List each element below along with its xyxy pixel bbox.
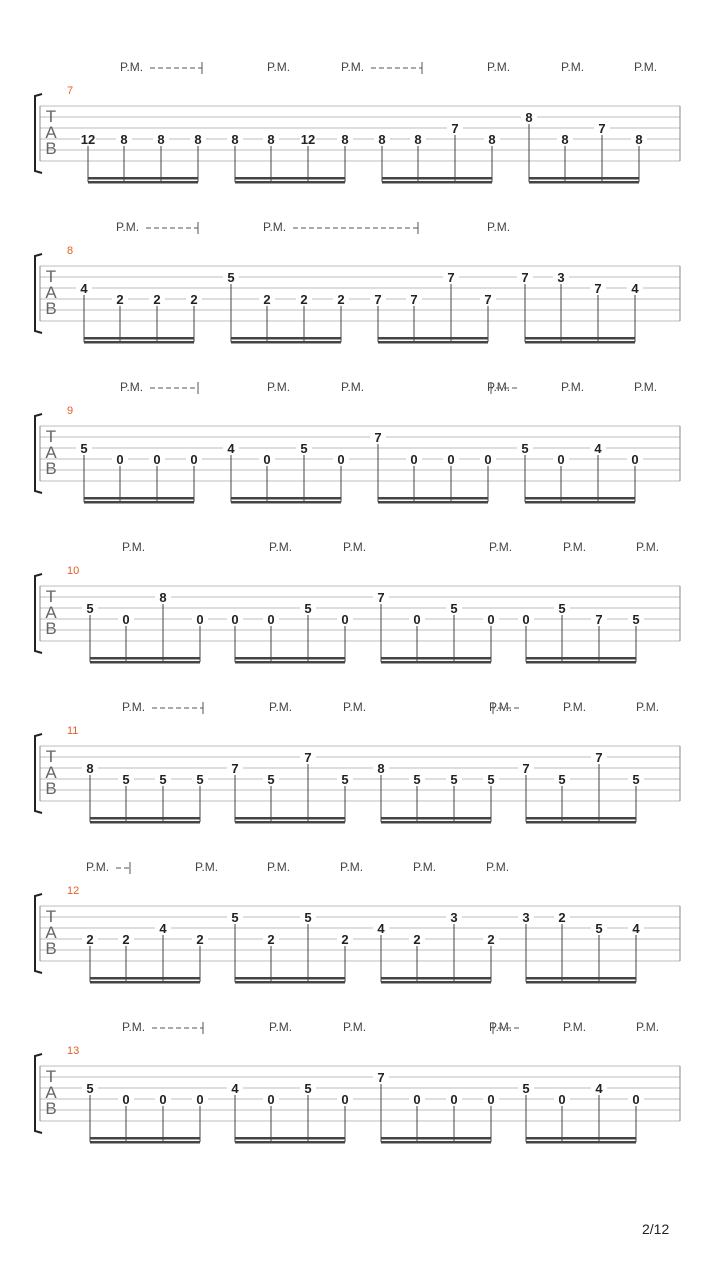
fret-number: 2 — [487, 932, 495, 947]
fret-number: 5 — [521, 441, 529, 456]
fret-number: 7 — [410, 292, 418, 307]
tab-system — [35, 540, 680, 664]
tab-system — [35, 220, 680, 344]
beam — [526, 821, 636, 824]
fret-number: 5 — [267, 772, 275, 787]
palm-mute-label: P.M. — [195, 860, 219, 874]
fret-number: 5 — [595, 921, 603, 936]
beam — [378, 337, 488, 340]
beam — [231, 501, 341, 504]
fret-number: 0 — [341, 1092, 349, 1107]
beam — [231, 497, 341, 500]
fret-number: 0 — [231, 612, 239, 627]
tab-clef-letter: A — [45, 603, 57, 622]
beam — [235, 1141, 345, 1144]
beam — [526, 981, 636, 984]
beam — [90, 977, 200, 980]
fret-number: 0 — [632, 1092, 640, 1107]
fret-number: 7 — [595, 612, 603, 627]
palm-mute-label: P.M. — [267, 60, 291, 74]
fret-number: 7 — [595, 750, 603, 765]
palm-mute-label: P.M. — [487, 380, 511, 394]
palm-mute-label: P.M. — [267, 860, 291, 874]
fret-number: 5 — [304, 1081, 312, 1096]
fret-number: 7 — [374, 292, 382, 307]
fret-number: 8 — [378, 132, 386, 147]
beam — [529, 177, 639, 180]
beam — [381, 657, 491, 660]
palm-mute-label: P.M. — [563, 700, 587, 714]
fret-number: 2 — [190, 292, 198, 307]
beam — [90, 657, 200, 660]
fret-number: 3 — [522, 910, 530, 925]
beam — [235, 657, 345, 660]
measure-number: 10 — [67, 565, 80, 577]
fret-number: 0 — [153, 452, 161, 467]
fret-number: 8 — [377, 761, 385, 776]
beam — [84, 497, 194, 500]
fret-number: 0 — [450, 1092, 458, 1107]
fret-number: 8 — [86, 761, 94, 776]
tab-system — [35, 860, 680, 984]
tab-system — [35, 60, 680, 184]
fret-number: 5 — [80, 441, 88, 456]
palm-mute-label: P.M. — [636, 540, 660, 554]
fret-number: 4 — [377, 921, 385, 936]
fret-number: 5 — [300, 441, 308, 456]
palm-mute-label: P.M. — [341, 60, 365, 74]
fret-number: 5 — [304, 601, 312, 616]
palm-mute-label: P.M. — [634, 380, 658, 394]
beam — [84, 337, 194, 340]
page-number: 2/12 — [642, 1221, 670, 1237]
palm-mute-label: P.M. — [269, 700, 293, 714]
fret-number: 0 — [558, 1092, 566, 1107]
fret-number: 0 — [267, 1092, 275, 1107]
tab-clef-letter: T — [45, 107, 57, 126]
palm-mute-label: P.M. — [122, 700, 146, 714]
tab-clef-letter: B — [45, 139, 57, 158]
beam — [235, 181, 345, 184]
beam — [90, 821, 200, 824]
fret-number: 5 — [159, 772, 167, 787]
beam — [526, 817, 636, 820]
palm-mute-label: P.M. — [561, 380, 585, 394]
palm-mute-label: P.M. — [413, 860, 437, 874]
tab-clef-letter: A — [45, 123, 57, 142]
beam — [526, 661, 636, 664]
fret-number: 0 — [122, 612, 130, 627]
palm-mute-label: P.M. — [634, 60, 658, 74]
beam — [525, 337, 635, 340]
fret-number: 5 — [632, 772, 640, 787]
fret-number: 4 — [595, 1081, 603, 1096]
beam — [88, 177, 198, 180]
palm-mute-label: P.M. — [120, 380, 144, 394]
fret-number: 0 — [196, 1092, 204, 1107]
fret-number: 5 — [558, 772, 566, 787]
beam — [381, 1137, 491, 1140]
fret-number: 7 — [447, 270, 455, 285]
beam — [381, 977, 491, 980]
tab-clef-letter: B — [45, 299, 57, 318]
measure-number: 13 — [67, 1045, 80, 1057]
tab-system — [35, 700, 680, 824]
fret-number: 2 — [300, 292, 308, 307]
palm-mute-label: P.M. — [343, 1020, 367, 1034]
fret-number: 5 — [558, 601, 566, 616]
fret-number: 5 — [196, 772, 204, 787]
tab-system — [35, 380, 680, 504]
measure-number: 9 — [67, 405, 74, 417]
beam — [235, 661, 345, 664]
fret-number: 8 — [194, 132, 202, 147]
fret-number: 2 — [337, 292, 345, 307]
tab-clef-letter: A — [45, 763, 57, 782]
beam — [90, 1137, 200, 1140]
fret-number: 5 — [227, 270, 235, 285]
fret-number: 7 — [484, 292, 492, 307]
fret-number: 2 — [263, 292, 271, 307]
fret-number: 7 — [377, 590, 385, 605]
beam — [381, 821, 491, 824]
fret-number: 7 — [521, 270, 529, 285]
fret-number: 0 — [190, 452, 198, 467]
tab-clef-letter: B — [45, 779, 57, 798]
fret-number: 0 — [410, 452, 418, 467]
fret-number: 2 — [116, 292, 124, 307]
beam — [526, 977, 636, 980]
beam — [381, 817, 491, 820]
fret-number: 12 — [300, 132, 316, 147]
tab-clef-letter: A — [45, 283, 57, 302]
palm-mute-label: P.M. — [486, 860, 510, 874]
fret-number: 2 — [153, 292, 161, 307]
fret-number: 7 — [374, 430, 382, 445]
fret-number: 4 — [159, 921, 167, 936]
tab-clef-letter: A — [45, 923, 57, 942]
beam — [526, 657, 636, 660]
beam — [526, 1141, 636, 1144]
fret-number: 8 — [120, 132, 128, 147]
fret-number: 0 — [631, 452, 639, 467]
fret-number: 12 — [80, 132, 96, 147]
fret-number: 8 — [525, 110, 533, 125]
fret-number: 0 — [447, 452, 455, 467]
tab-clef-letter: B — [45, 939, 57, 958]
beam — [84, 341, 194, 344]
tab-clef-letter: T — [45, 427, 57, 446]
tab-clef-letter: B — [45, 459, 57, 478]
fret-number: 0 — [159, 1092, 167, 1107]
fret-number: 0 — [522, 612, 530, 627]
beam — [378, 341, 488, 344]
palm-mute-label: P.M. — [263, 220, 287, 234]
tab-clef-letter: A — [45, 1083, 57, 1102]
beam — [525, 341, 635, 344]
palm-mute-label: P.M. — [122, 1020, 146, 1034]
fret-number: 5 — [122, 772, 130, 787]
fret-number: 0 — [341, 612, 349, 627]
beam — [231, 337, 341, 340]
palm-mute-label: P.M. — [489, 700, 513, 714]
beam — [529, 181, 639, 184]
palm-mute-label: P.M. — [343, 540, 367, 554]
fret-number: 8 — [635, 132, 643, 147]
tab-clef-letter: T — [45, 747, 57, 766]
beam — [231, 341, 341, 344]
fret-number: 5 — [304, 910, 312, 925]
fret-number: 7 — [598, 121, 606, 136]
beam — [90, 817, 200, 820]
fret-number: 2 — [122, 932, 130, 947]
fret-number: 4 — [594, 441, 602, 456]
palm-mute-label: P.M. — [269, 1020, 293, 1034]
fret-number: 7 — [594, 281, 602, 296]
beam — [90, 661, 200, 664]
fret-number: 8 — [231, 132, 239, 147]
fret-number: 0 — [337, 452, 345, 467]
measure-number: 7 — [67, 85, 74, 97]
tab-clef-letter: B — [45, 1099, 57, 1118]
fret-number: 0 — [116, 452, 124, 467]
palm-mute-label: P.M. — [563, 1020, 587, 1034]
beam — [235, 977, 345, 980]
fret-number: 8 — [159, 590, 167, 605]
palm-mute-label: P.M. — [116, 220, 140, 234]
fret-number: 3 — [450, 910, 458, 925]
fret-number: 2 — [341, 932, 349, 947]
fret-number: 0 — [413, 612, 421, 627]
beam — [378, 501, 488, 504]
palm-mute-label: P.M. — [487, 220, 511, 234]
fret-number: 8 — [267, 132, 275, 147]
palm-mute-label: P.M. — [267, 380, 291, 394]
fret-number: 7 — [231, 761, 239, 776]
beam — [378, 497, 488, 500]
tab-clef-letter: T — [45, 1067, 57, 1086]
fret-number: 4 — [231, 1081, 239, 1096]
fret-number: 0 — [487, 612, 495, 627]
beam — [84, 501, 194, 504]
fret-number: 8 — [488, 132, 496, 147]
beam — [90, 981, 200, 984]
palm-mute-label: P.M. — [340, 860, 364, 874]
fret-number: 5 — [231, 910, 239, 925]
tab-clef-letter: T — [45, 907, 57, 926]
measure-number: 8 — [67, 245, 74, 257]
tab-clef-letter: T — [45, 587, 57, 606]
tab-system — [35, 1020, 680, 1144]
beam — [90, 1141, 200, 1144]
fret-number: 4 — [632, 921, 640, 936]
palm-mute-label: P.M. — [86, 860, 110, 874]
beam — [381, 981, 491, 984]
beam — [382, 181, 492, 184]
fret-number: 7 — [377, 1070, 385, 1085]
fret-number: 2 — [86, 932, 94, 947]
fret-number: 7 — [451, 121, 459, 136]
beam — [525, 497, 635, 500]
tab-clef-letter: T — [45, 267, 57, 286]
fret-number: 0 — [267, 612, 275, 627]
fret-number: 8 — [561, 132, 569, 147]
beam — [381, 661, 491, 664]
palm-mute-label: P.M. — [489, 540, 513, 554]
palm-mute-label: P.M. — [487, 60, 511, 74]
palm-mute-label: P.M. — [343, 700, 367, 714]
palm-mute-label: P.M. — [636, 1020, 660, 1034]
palm-mute-label: P.M. — [636, 700, 660, 714]
fret-number: 8 — [341, 132, 349, 147]
fret-number: 8 — [157, 132, 165, 147]
palm-mute-label: P.M. — [120, 60, 144, 74]
fret-number: 5 — [632, 612, 640, 627]
tab-clef-letter: B — [45, 619, 57, 638]
palm-mute-label: P.M. — [561, 60, 585, 74]
measure-number: 11 — [67, 725, 79, 737]
beam — [235, 1137, 345, 1140]
beam — [88, 181, 198, 184]
fret-number: 0 — [122, 1092, 130, 1107]
fret-number: 5 — [522, 1081, 530, 1096]
fret-number: 5 — [86, 601, 94, 616]
fret-number: 7 — [522, 761, 530, 776]
fret-number: 2 — [196, 932, 204, 947]
fret-number: 3 — [557, 270, 565, 285]
fret-number: 0 — [196, 612, 204, 627]
measure-number: 12 — [67, 885, 80, 897]
palm-mute-label: P.M. — [269, 540, 293, 554]
fret-number: 0 — [413, 1092, 421, 1107]
fret-number: 4 — [227, 441, 235, 456]
fret-number: 5 — [450, 772, 458, 787]
fret-number: 4 — [631, 281, 639, 296]
beam — [235, 821, 345, 824]
fret-number: 0 — [487, 1092, 495, 1107]
fret-number: 5 — [341, 772, 349, 787]
beam — [235, 981, 345, 984]
fret-number: 0 — [557, 452, 565, 467]
tab-clef-letter: A — [45, 443, 57, 462]
fret-number: 2 — [267, 932, 275, 947]
fret-number: 5 — [413, 772, 421, 787]
palm-mute-label: P.M. — [341, 380, 365, 394]
beam — [235, 817, 345, 820]
beam — [526, 1137, 636, 1140]
fret-number: 2 — [558, 910, 566, 925]
beam — [381, 1141, 491, 1144]
fret-number: 5 — [450, 601, 458, 616]
fret-number: 4 — [80, 281, 88, 296]
fret-number: 5 — [86, 1081, 94, 1096]
beam — [382, 177, 492, 180]
fret-number: 0 — [263, 452, 271, 467]
fret-number: 8 — [414, 132, 422, 147]
beam — [525, 501, 635, 504]
fret-number: 2 — [413, 932, 421, 947]
palm-mute-label: P.M. — [489, 1020, 513, 1034]
palm-mute-label: P.M. — [122, 540, 146, 554]
beam — [235, 177, 345, 180]
fret-number: 0 — [484, 452, 492, 467]
fret-number: 5 — [487, 772, 495, 787]
fret-number: 7 — [304, 750, 312, 765]
palm-mute-label: P.M. — [563, 540, 587, 554]
